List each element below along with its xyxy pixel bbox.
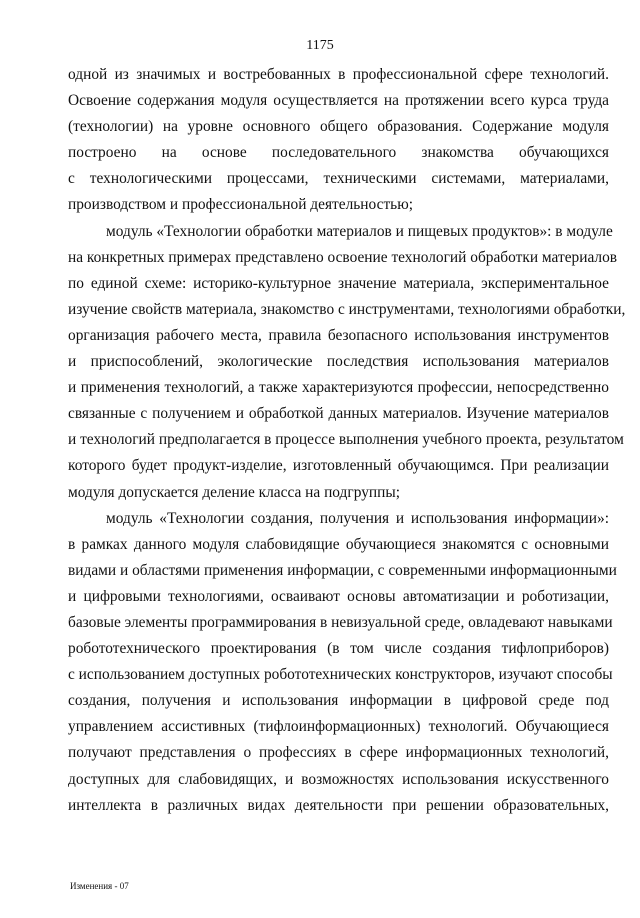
text-line: базовые элементы программирования в невизуальной среде, овладевают навыками [68,613,613,631]
text-line: с технологическими процессами, техническими системами, материалами, [68,170,609,188]
text-line: и технологий предполагается в процессе выполнения учебного проекта, результатом [68,431,624,449]
text-line: по единой схеме: историко-культурное значение материала, экспериментальное [68,274,609,292]
text-line: организация рабочего места, правила безопасного использования инструментов [68,326,609,344]
text-line: интеллекта в различных видах деятельности при решении образовательных, [68,796,609,814]
text-line: получают представления о профессиях в сфере информационных технологий, [68,744,609,762]
text-line: модуль «Технологии создания, получения и использования информации»: [106,509,609,527]
text-line: изучение свойств материала, знакомство с инструментами, технологиями обработки, [68,300,626,318]
text-line: видами и областями применения информации, с современными информационными [68,561,617,579]
text-line: производством и профессиональной деятельностью; [68,196,413,214]
text-line: Освоение содержания модуля осуществляется на протяжении всего курса труда [68,92,609,110]
text-line: управлением ассистивных (тифлоинформационных) технологий. Обучающиеся [68,718,609,736]
text-line: доступных для слабовидящих, и возможностях использования искусственного [68,770,609,788]
body-text [68,62,626,819]
text-line: (технологии) на уровне основного общего образования. Содержание модуля [68,118,609,136]
text-line: с использованием доступных робототехнических конструкторов, изучают способы [68,666,613,684]
text-line: связанные с получением и обработкой данных материалов. Изучение материалов [68,405,609,423]
text-line: одной из значимых и востребованных в профессиональной сфере технологий. [68,66,609,83]
text-line: модуля допускается деление класса на подгруппы; [68,483,400,501]
page-number: 1175 [306,38,334,53]
text-line: построено на основе последовательного знакомства обучающихся [68,144,609,162]
footer-note: Изменения - 07 [70,881,129,891]
text-line: на конкретных примерах представлено освоение технологий обработки материалов [68,248,618,266]
text-line: робототехнического проектирования (в том числе создания тифлоприборов) [68,640,609,658]
text-line: и приспособлений, экологические последствия использования материалов [68,353,609,371]
text-line: создания, получения и использования информации в цифровой среде под [68,692,609,710]
text-line: в рамках данного модуля слабовидящие обучающиеся знакомятся с основными [68,535,609,553]
text-line: и применения технологий, а также характеризуются профессии, непосредственно [68,379,609,397]
text-line: которого будет продукт-изделие, изготовленный обучающимся. При реализации [68,457,609,475]
text-line: и цифровыми технологиями, осваивают основы автоматизации и роботизации, [68,587,609,605]
text-line: модуль «Технологии обработки материалов и пищевых продуктов»: в модуле [106,222,613,240]
